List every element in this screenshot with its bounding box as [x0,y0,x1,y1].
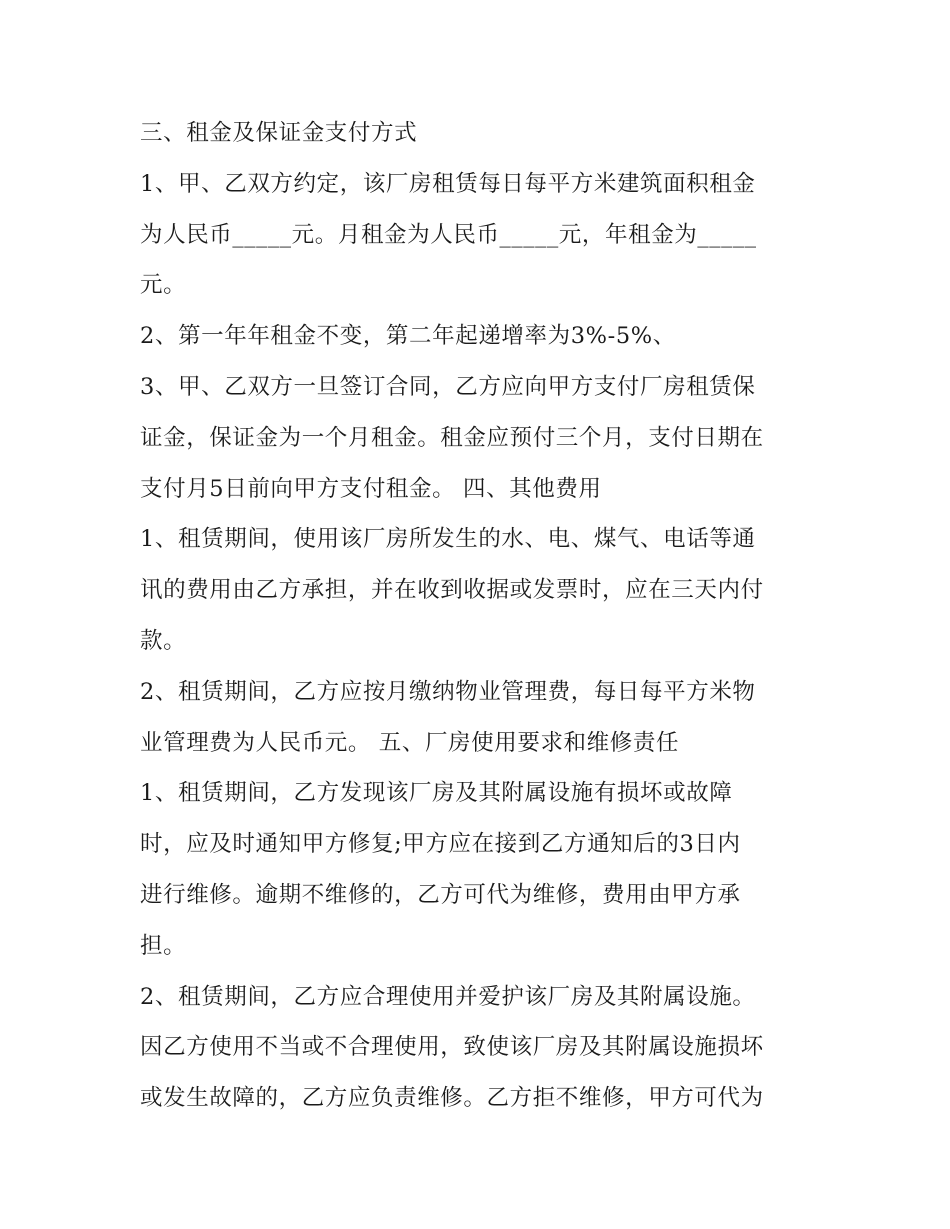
text-line: 支付月5日前向甲方支付租金。 四、其他费用 [140,475,602,502]
text-line: 讯的费用由乙方承担，并在收到收据或发票时，应在三天内付 [140,577,764,604]
text-line: 元。 [140,272,187,299]
text-line: 1、租赁期间，使用该厂房所发生的水、电、煤气、电话等通 [140,526,756,553]
text-line: 时，应及时通知甲方修复;甲方应在接到乙方通知后的3日内 [140,831,741,858]
text-line: 担。 [140,932,187,959]
text-line: 进行维修。逾期不维修的，乙方可代为维修，费用由甲方承 [140,881,741,908]
text-line: 业管理费为人民币元。 五、厂房使用要求和维修责任 [140,729,680,756]
text-line: 证金，保证金为一个月租金。租金应预付三个月，支付日期在 [140,424,764,451]
text-line: 1、甲、乙双方约定，该厂房租赁每日每平方米建筑面积租金 [140,170,756,197]
text-line: 2、租赁期间，乙方应按月缴纳物业管理费，每日每平方米物 [140,678,756,705]
document-body [140,108,830,1124]
text-line: 1、租赁期间，乙方发现该厂房及其附属设施有损坏或故障 [140,780,733,807]
text-line: 款。 [140,627,187,654]
text-line: 2、第一年年租金不变，第二年起递增率为3%-5%、 [140,323,676,350]
text-line: 或发生故障的，乙方应负责维修。乙方拒不维修，甲方可代为 [140,1085,764,1112]
text-line: 3、甲、乙双方一旦签订合同，乙方应向甲方支付厂房租赁保 [140,373,756,400]
text-line: 因乙方使用不当或不合理使用，致使该厂房及其附属设施损坏 [140,1034,764,1061]
text-line: 为人民币_____元。月租金为人民币_____元，年租金为_____ [140,221,757,248]
section-heading-rent-deposit: 三、租金及保证金支付方式 [140,120,418,146]
text-line: 2、租赁期间，乙方应合理使用并爱护该厂房及其附属设施。 [140,983,756,1010]
